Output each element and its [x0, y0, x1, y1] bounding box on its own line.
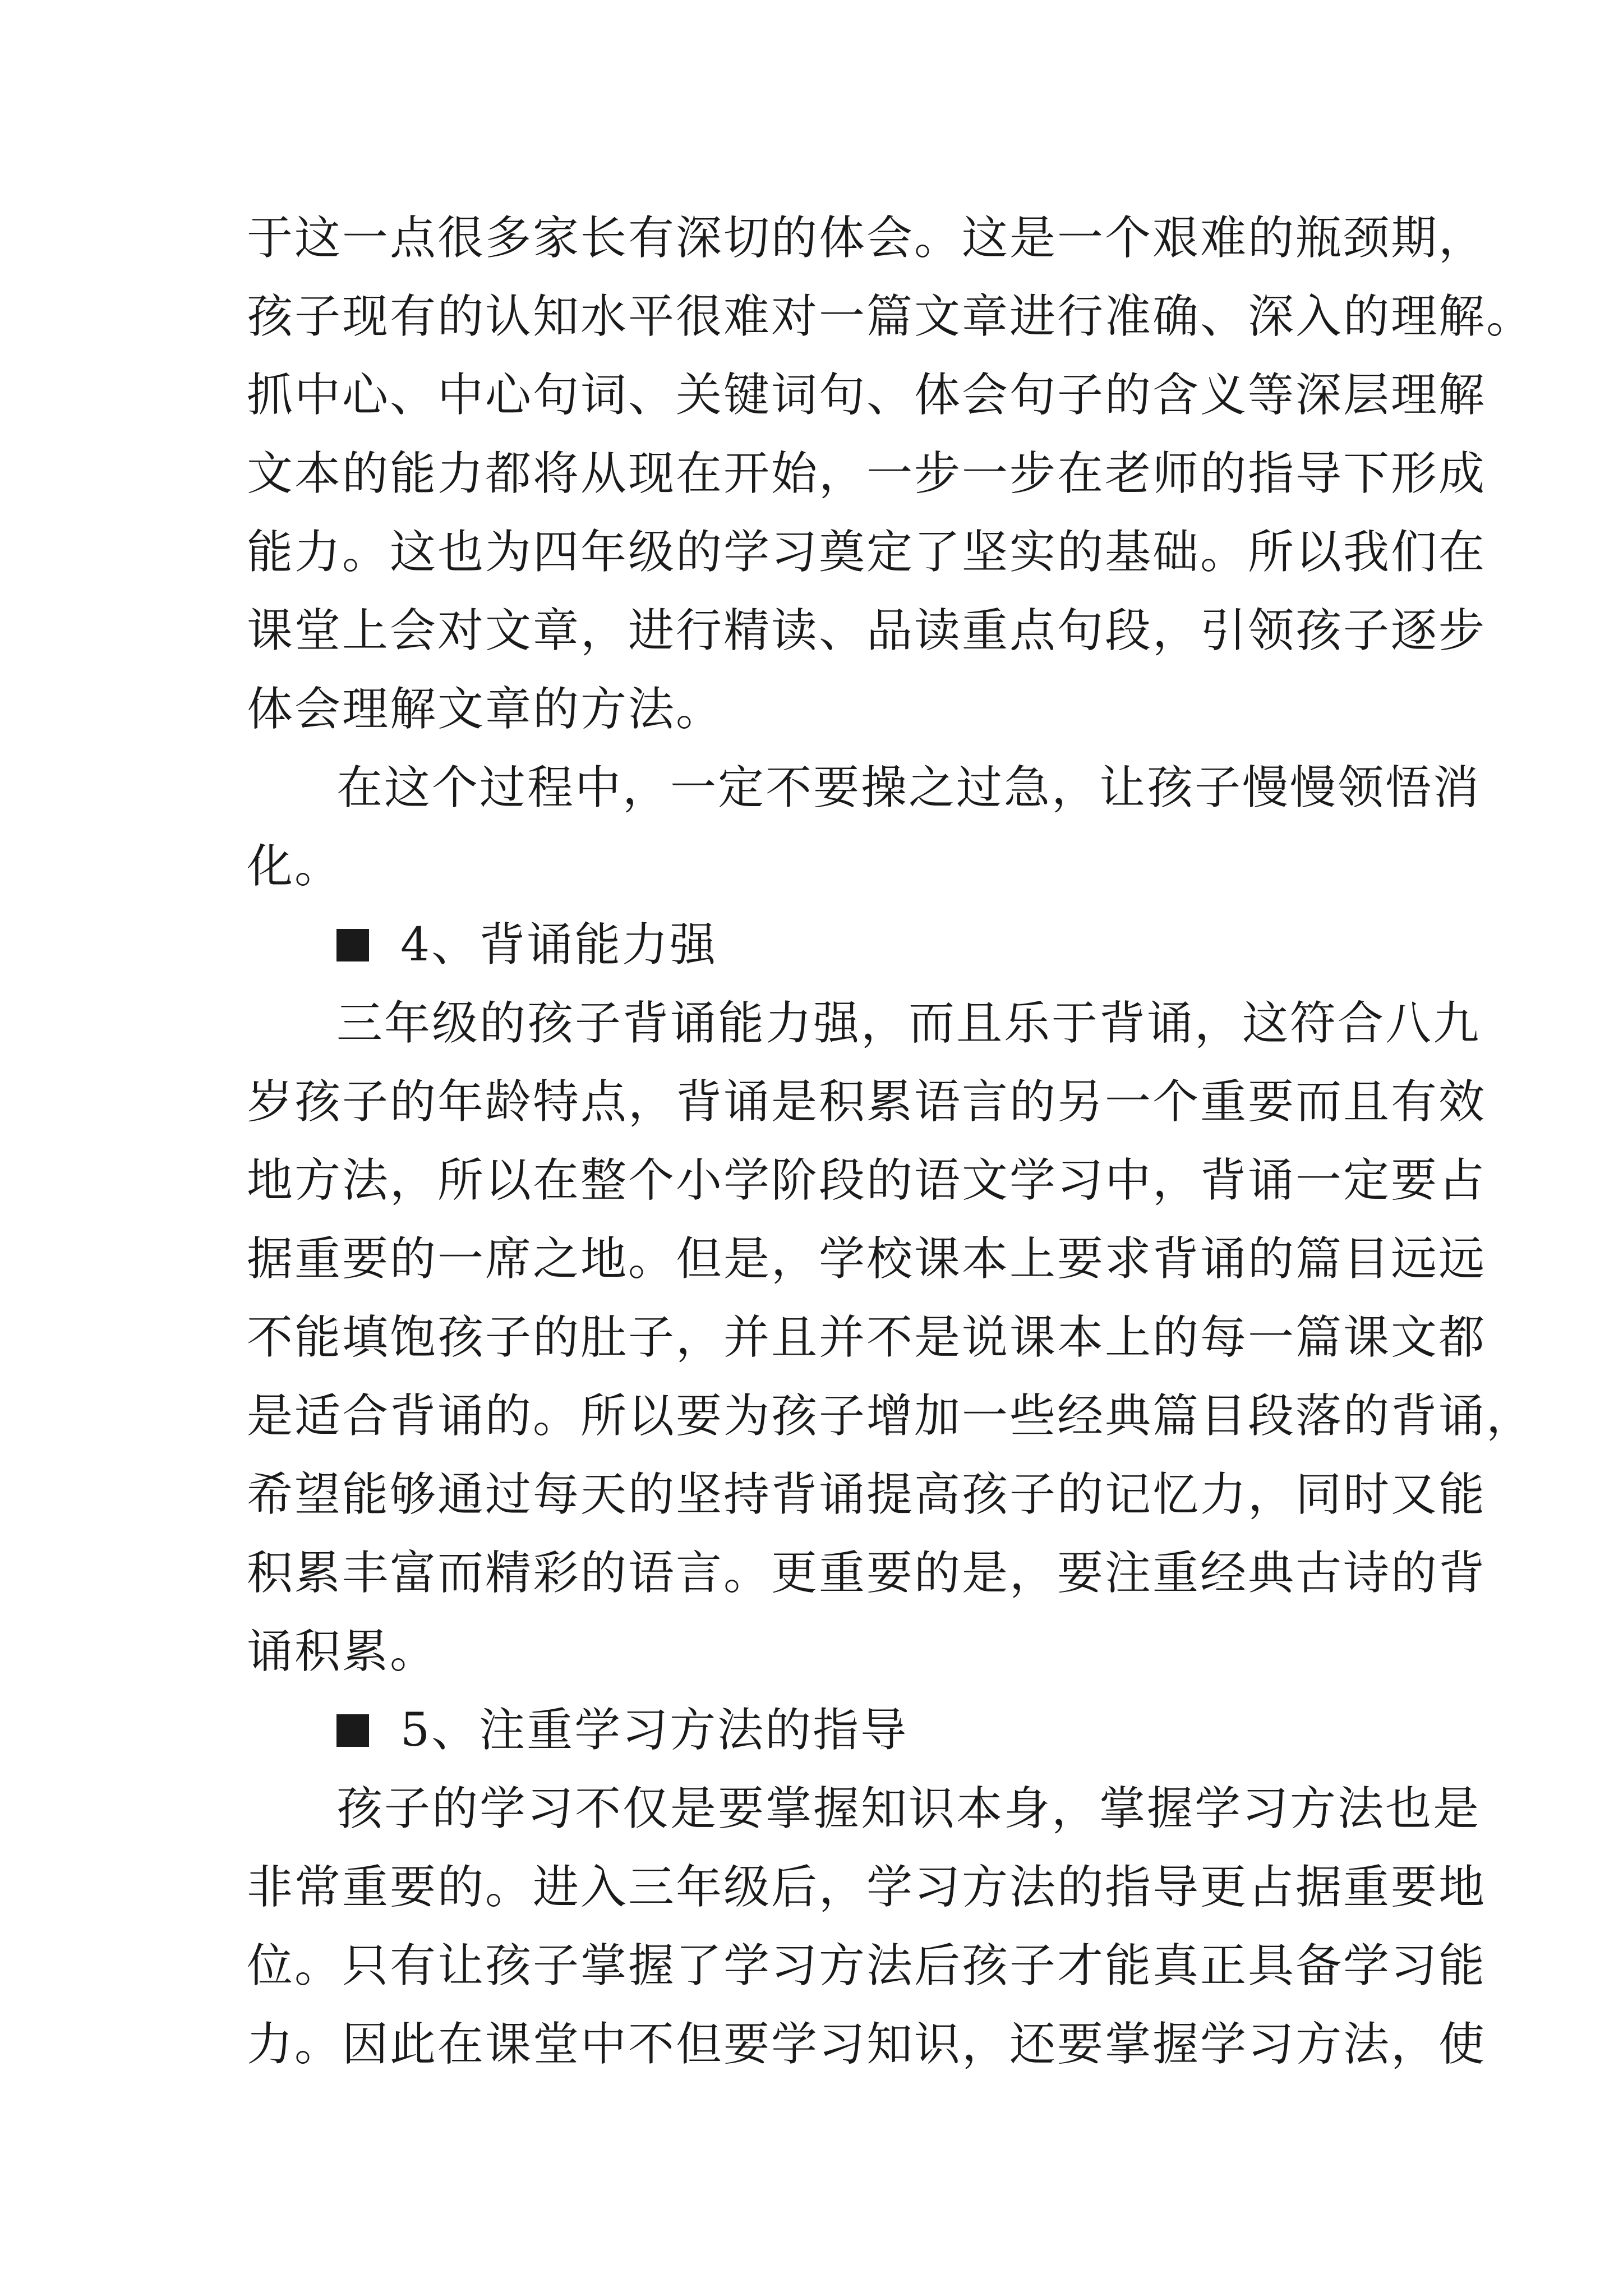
paragraph-line: 课堂上会对文章，进行精读、品读重点句段，引领孩子逐步 — [247, 604, 1487, 657]
paragraph-line: 能力。这也为四年级的学习奠定了坚实的基础。所以我们在 — [247, 526, 1487, 579]
paragraph-line: 地方法，所以在整个小学阶段的语文学习中，背诵一定要占 — [247, 1154, 1487, 1207]
paragraph-line: 位。只有让孩子掌握了学习方法后孩子才能真正具备学习能 — [247, 1939, 1487, 1993]
paragraph-line: 据重要的一席之地。但是，学校课本上要求背诵的篇目远远 — [247, 1232, 1487, 1286]
paragraph-line: 三年级的孩子背诵能力强，而且乐于背诵，这符合八九 — [336, 997, 1481, 1050]
paragraph-line: 力。因此在课堂中不但要学习知识，还要掌握学习方法，使 — [247, 2018, 1487, 2071]
paragraph-line: 化。 — [247, 840, 343, 893]
section-heading-5 — [336, 1703, 1486, 1759]
paragraph-line: 非常重要的。进入三年级后，学习方法的指导更占据重要地 — [247, 1861, 1487, 1914]
paragraph-line: 是适合背诵的。所以要为孩子增加一些经典篇目段落的背诵， — [247, 1389, 1534, 1443]
paragraph-line: 抓中心、中心句词、关键词句、体会句子的含义等深层理解 — [247, 369, 1487, 422]
paragraph-line: 于这一点很多家长有深切的体会。这是一个艰难的瓶颈期， — [247, 211, 1487, 265]
paragraph-line: 积累丰富而精彩的语言。更重要的是，要注重经典古诗的背 — [247, 1547, 1487, 1600]
paragraph-line: 体会理解文章的方法。 — [247, 683, 724, 736]
paragraph-line: 在这个过程中，一定不要操之过急，让孩子慢慢领悟消 — [336, 761, 1481, 815]
paragraph-line: 孩子现有的认知水平很难对一篇文章进行准确、深入的理解。 — [247, 290, 1534, 343]
paragraph-line: 不能填饱孩子的肚子，并且并不是说课本上的每一篇课文都 — [247, 1311, 1487, 1364]
bullet-square-icon — [336, 1714, 369, 1747]
section-heading-4 — [336, 917, 1486, 973]
paragraph-line: 希望能够通过每天的坚持背诵提高孩子的记忆力，同时又能 — [247, 1468, 1487, 1521]
paragraph-line: 文本的能力都将从现在开始，一步一步在老师的指导下形成 — [247, 447, 1487, 500]
paragraph-line: 岁孩子的年龄特点，背诵是积累语言的另一个重要而且有效 — [247, 1075, 1487, 1129]
section-heading-text: 5、注重学习方法的指导 — [400, 1704, 909, 1757]
section-heading-text: 4、背诵能力强 — [400, 918, 718, 972]
bullet-square-icon — [336, 929, 369, 961]
paragraph-line: 诵积累。 — [247, 1625, 438, 1678]
paragraph-line: 孩子的学习不仅是要掌握知识本身，掌握学习方法也是 — [336, 1782, 1481, 1835]
